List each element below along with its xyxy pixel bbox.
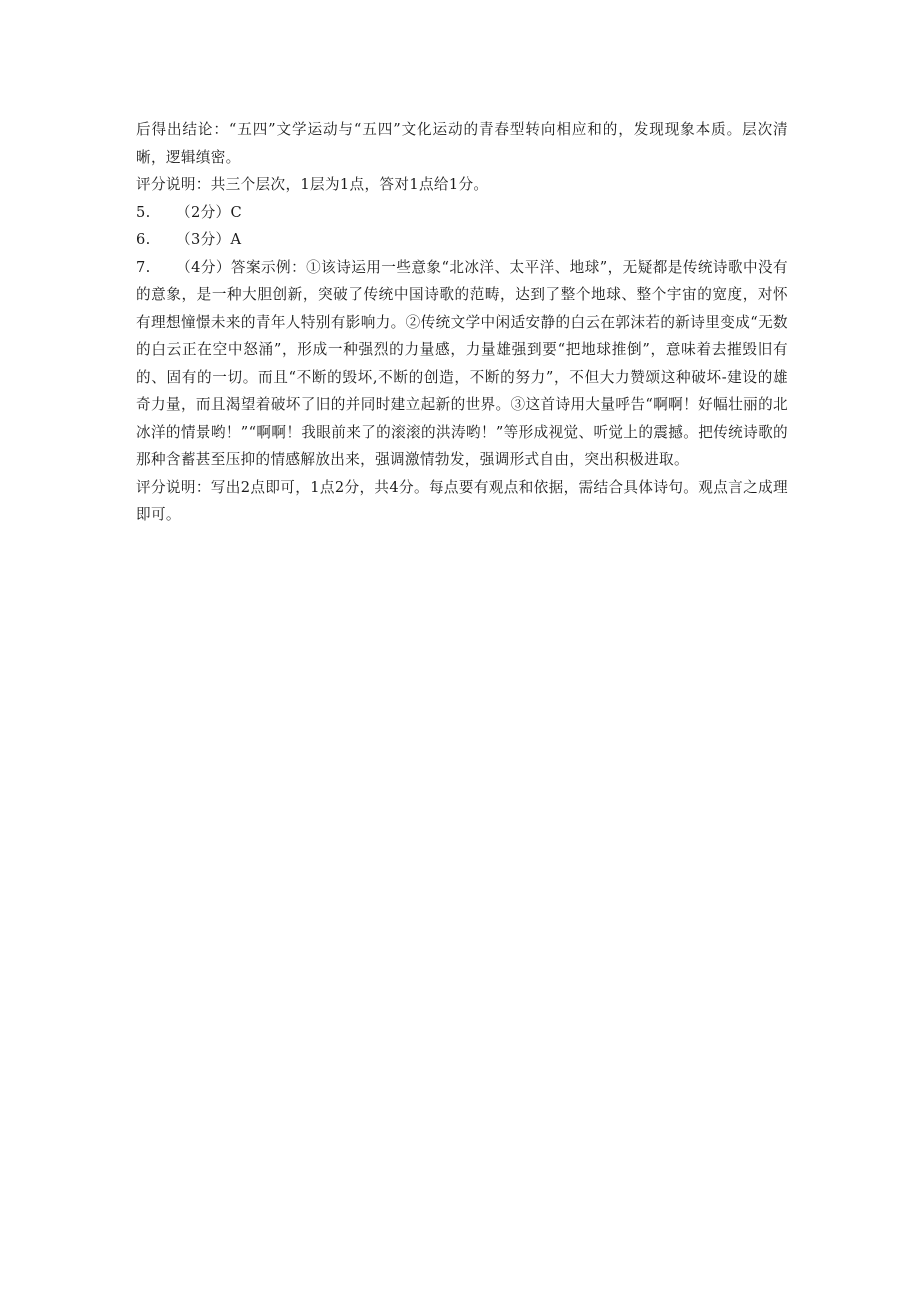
- item-number: 5.: [136, 203, 151, 221]
- item-number: 6.: [136, 231, 151, 248]
- item-number: 7.: [136, 258, 151, 276]
- scoring-note-2: 评分说明：写出2点即可，1点2分，共4分。每点要有观点和依据，需结合具体诗句。观点言之成理即可。: [136, 478, 788, 523]
- document-page: [136, 116, 788, 529]
- scoring-note-1: 评分说明：共三个层次，1层为1点，答对1点给1分。: [136, 176, 489, 193]
- answer-item-7: [136, 254, 788, 474]
- item-content: （4分）答案示例：①该诗运用一些意象“北冰洋、太平洋、地球”，无疑都是传统诗歌中没有的意象，是一种大胆创新，突破了传统中国诗歌的范畴，达到了整个地球、整个宇宙的宽度，对怀有理想憧憬未来的青年人特别有影响力。②传统文学中闲适安静的白云在郭沫若的新诗里变成“无数的白云正在空中怒涌”，形成一种强烈的力量感，力量雄强到要“把地球推倒”，意味着去摧毁旧有的、固有的一切。而且“不断的毁坏,不断的创造，不断的努力”，不但大力赞颂这种破坏-建设的雄奇力量，而且渴望着破坏了旧的并同时建立起新的世界。③这首诗用大量呼告“啊啊！好幅壮丽的北冰洋的情景哟！”“啊啊！我眼前来了的滚滚的洪涛哟！”等形成视觉、听觉上的震撼。把传统诗歌的那种含蓄甚至压抑的情感解放出来，强调激情勃发，强调形式自由，突出积极进取。: [136, 258, 788, 468]
- item-content: （3分）A: [176, 231, 242, 248]
- answer-item-6: [136, 226, 788, 254]
- item-content: （2分）C: [176, 203, 242, 221]
- intro-paragraph: 后得出结论：“五四”文学运动与“五四”文化运动的青春型转向相应和的，发现现象本质。层次清晰，逻辑缜密。: [136, 121, 788, 166]
- answer-item-5: [136, 199, 788, 227]
